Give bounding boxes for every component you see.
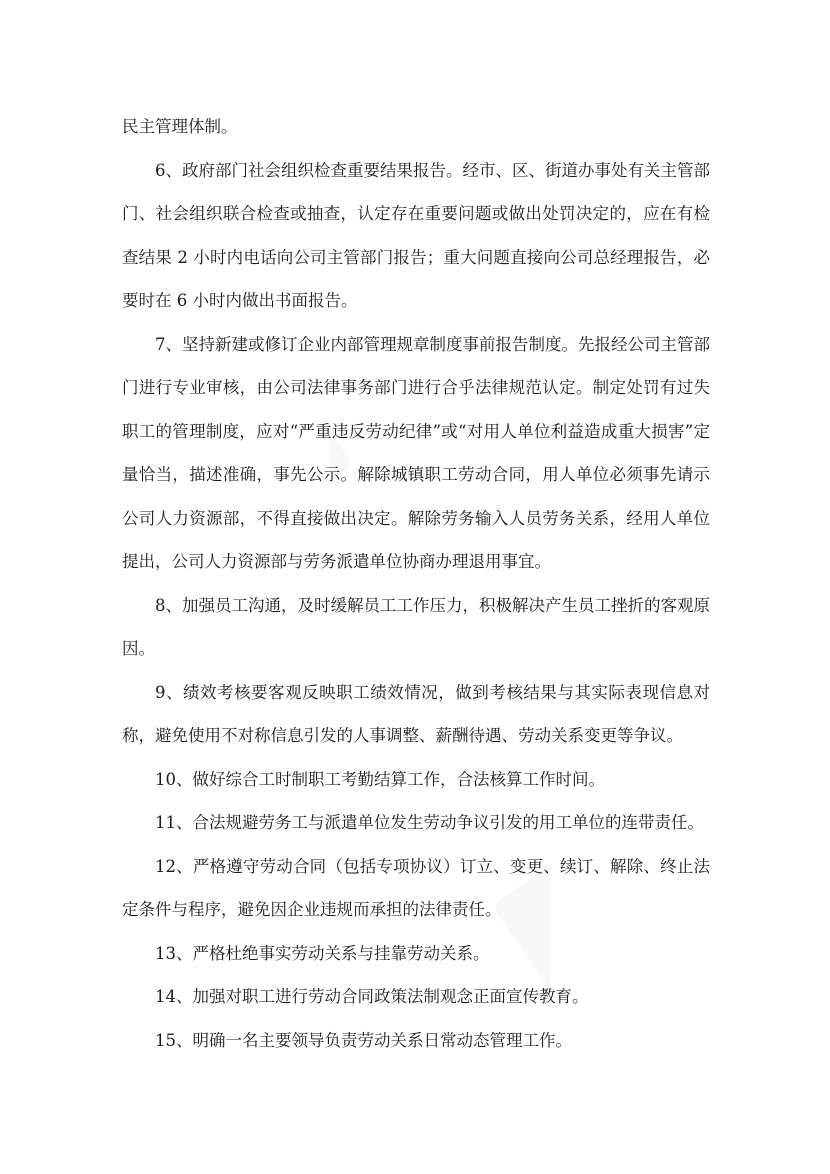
paragraph-item-13: 13、严格杜绝事实劳动关系与挂靠劳动关系。 <box>155 943 490 963</box>
paragraph-item-11: 11、合法规避劳务工与派遣单位发生劳动争议引发的用工单位的连带责任。 <box>155 813 704 832</box>
document-body <box>122 105 710 1062</box>
paragraph-item-10: 10、做好综合工时制职工考勤结算工作，合法核算工作时间。 <box>155 769 605 789</box>
paragraph-continuation: 民主管理体制。 <box>122 117 238 136</box>
paragraph-item-9: 9、绩效考核要客观反映职工绩效情况，做到考核结果与其实际表现信息对称，避免使用不对称信息引发的人事调整、薪酬待遇、劳动关系变更等争议。 <box>122 682 710 745</box>
paragraph-item-12: 12、严格遵守劳动合同（包括专项协议）订立、变更、续订、解除、终止法定条件与程序，避免因企业违规而承担的法律责任。 <box>122 856 710 919</box>
paragraph-item-7: 7、坚持新建或修订企业内部管理规章制度事前报告制度。先报经公司主管部门进行专业审核，由公司法律事务部门进行合乎法律规范认定。制定处罚有过失职工的管理制度，应对“严重违反劳动纪律”或“对用人单位利益造成重大损害”定量恰当，描述准确，事先公示。解除城镇职工劳动合同，用人单位必须事先请示公司人力资源部，不得直接做出决定。解除劳务输入人员劳务关系，经用人单位提出，公司人力资源部与劳务派遣单位协商办理退用事宜。 <box>122 334 710 571</box>
paragraph-item-15: 15、明确一名主要领导负责劳动关系日常动态管理工作。 <box>155 1030 572 1050</box>
paragraph-item-6: 6、政府部门社会组织检查重要结果报告。经市、区、街道办事处有关主管部门、社会组织联合检查或抽查，认定存在重要问题或做出处罚决定的，应在有检查结果 2 小时内电话向公司主管部门报告；重大问题直接向公司总经理报告，必要时在 6 小时内做出书面报告。 <box>122 160 710 310</box>
paragraph-item-8: 8、加强员工沟通，及时缓解员工工作压力，积极解决产生员工挫折的客观原因。 <box>122 595 710 658</box>
paragraph-item-14: 14、加强对职工进行劳动合同政策法制观念正面宣传教育。 <box>155 987 589 1006</box>
